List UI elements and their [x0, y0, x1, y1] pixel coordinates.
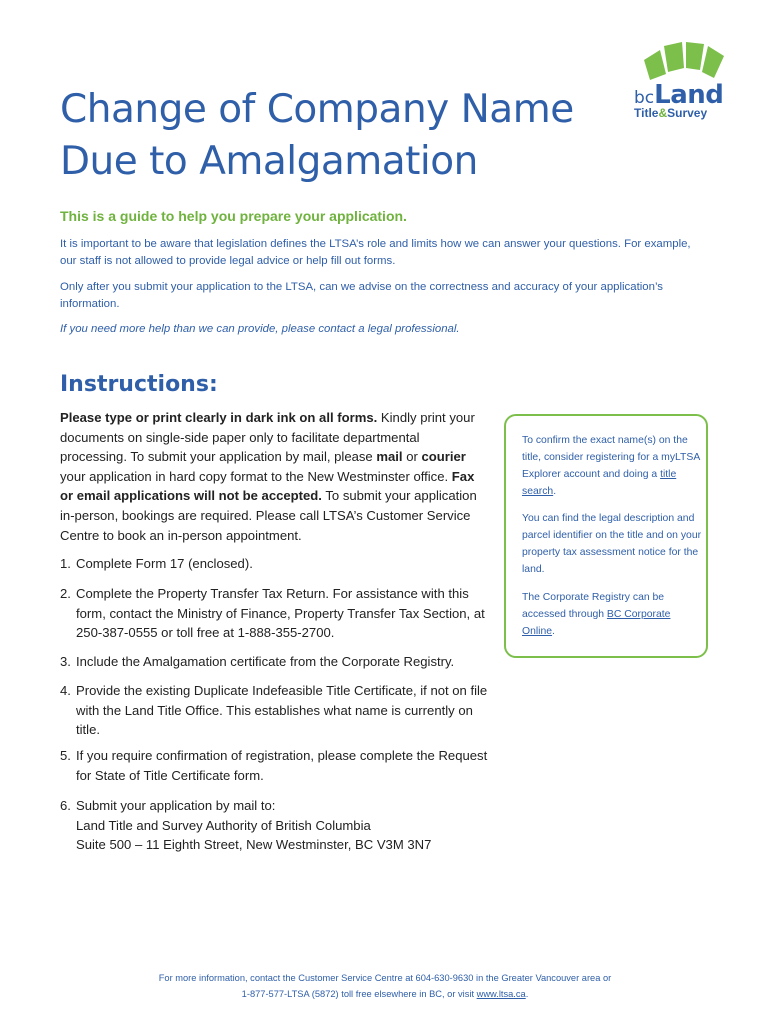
callout-punct: .: [552, 626, 555, 637]
step-number: 1.: [60, 556, 71, 571]
step-5: [60, 746, 490, 785]
bc-corporate-online-link[interactable]: BC Corporate Online: [522, 609, 671, 637]
instructions-bold-mail: mail: [376, 449, 403, 465]
callout-text: To confirm the exact name(s) on the title, consider registering for a myLTSA Explorer account and doing a: [522, 435, 700, 480]
callout-paragraph-1: [522, 432, 702, 500]
logo-survey-word: Survey: [667, 106, 708, 120]
step-4: [60, 681, 490, 740]
page-title-line-2: Due to Amalgamation: [60, 139, 478, 184]
step-6: [60, 796, 490, 855]
callout-text: The Corporate Registry can be accessed through: [522, 592, 665, 620]
intro-paragraph-1-line-1: It is important to be aware that legislation defines the LTSA’s role and limits how we can answer your questions. For example,: [60, 238, 691, 250]
step-text: Include the Amalgamation certificate from the Corporate Registry.: [76, 654, 455, 669]
instructions-text-4: To submit your application in-person, bookings are required. Please call LTSA’s Customer Service Centre to book an in-person appointment.: [60, 488, 477, 543]
step-text: Provide the existing Duplicate Indefeasible Title Certificate, if not on file with the Land Title Office. This establishes what name is currently on title.: [76, 683, 488, 738]
step-number: 6.: [60, 798, 71, 813]
step-text: If you require confirmation of registration, please complete the Request for State of Title Certificate form.: [76, 748, 488, 783]
footer-text: 1-877-577-LTSA (5872) toll free elsewhere in BC, or visit: [241, 989, 477, 999]
instructions-bold-courier: courier: [421, 449, 466, 465]
step-text: Complete Form 17 (enclosed).: [76, 556, 253, 571]
mailing-address-name: Land Title and Survey Authority of British Columbia: [76, 817, 371, 833]
logo-land: Land: [654, 80, 724, 110]
intro-paragraph-2: [60, 279, 720, 313]
logo-wordmark: [634, 80, 730, 120]
logo-title-word: Title: [634, 106, 659, 120]
instructions-bold-1: Please type or print clearly in dark ink on all forms.: [60, 410, 378, 425]
instructions-paragraph: [60, 408, 490, 545]
intro-paragraph-1-line-2: our staff is not allowed to provide legal advice or help fill out forms.: [60, 255, 396, 267]
instructions-bold-fax: Fax or email applications will not be accepted.: [60, 468, 475, 504]
intro-paragraph-1: [60, 236, 720, 270]
title-search-link[interactable]: title search: [522, 469, 677, 497]
step-6-line-1: Submit your application by mail to:: [76, 798, 276, 813]
page-title: [60, 84, 580, 188]
instructions-text-3: your application in hard copy format to the New Westminster office.: [60, 468, 452, 484]
step-text: Complete the Property Transfer Tax Return. For assistance with this form, contact the Ministry of Finance, Property Transfer Tax Section, at 250-387-0555 or toll free at 1-888-355-2700.: [76, 586, 485, 641]
callout-paragraph-2: You can find the legal description and parcel identifier on the title and on your property tax assessment notice for the land.: [522, 513, 702, 575]
step-1: [60, 554, 490, 574]
guide-heading: This is a guide to help you prepare your application.: [60, 208, 407, 224]
instructions-text-2: or: [402, 449, 422, 465]
footer-punct: .: [525, 989, 529, 999]
instructions-text-1: Kindly print your documents on single-side paper only to facilitate departmental processing. To submit your application by mail, please: [60, 410, 475, 465]
logo-bc: bc: [634, 88, 655, 108]
mailing-address-street: Suite 500 – 11 Eighth Street, New Westminster, BC V3M 3N7: [76, 837, 432, 853]
intro-paragraph-2-line-2: information.: [60, 298, 120, 310]
footer-line-1: For more information, contact the Customer Service Centre at 604-630-9630 in the Greater Vancouver area or: [158, 973, 612, 983]
step-number: 3.: [60, 654, 71, 669]
intro-paragraph-3: If you need more help than we can provide, please contact a legal professional.: [60, 323, 460, 335]
logo-ampersand: &: [658, 106, 668, 120]
step-number: 5.: [60, 748, 71, 763]
footer-line-2: [100, 986, 670, 1002]
footer-contact: [100, 970, 670, 1002]
callout-paragraph-3: [522, 589, 702, 640]
page-title-line-1: Change of Company Name: [60, 87, 574, 132]
instructions-heading: Instructions:: [60, 372, 218, 397]
step-number: 4.: [60, 683, 71, 698]
intro-paragraph-2-line-1: Only after you submit your application to the LTSA, can we advise on the correctness and accuracy of your application’s: [60, 281, 663, 293]
ltsa-website-link[interactable]: www.ltsa.ca: [476, 989, 526, 999]
callout-punct: .: [553, 486, 557, 497]
step-2: [60, 584, 490, 643]
step-3: [60, 652, 490, 672]
step-text: [76, 796, 490, 855]
step-number: 2.: [60, 586, 71, 601]
